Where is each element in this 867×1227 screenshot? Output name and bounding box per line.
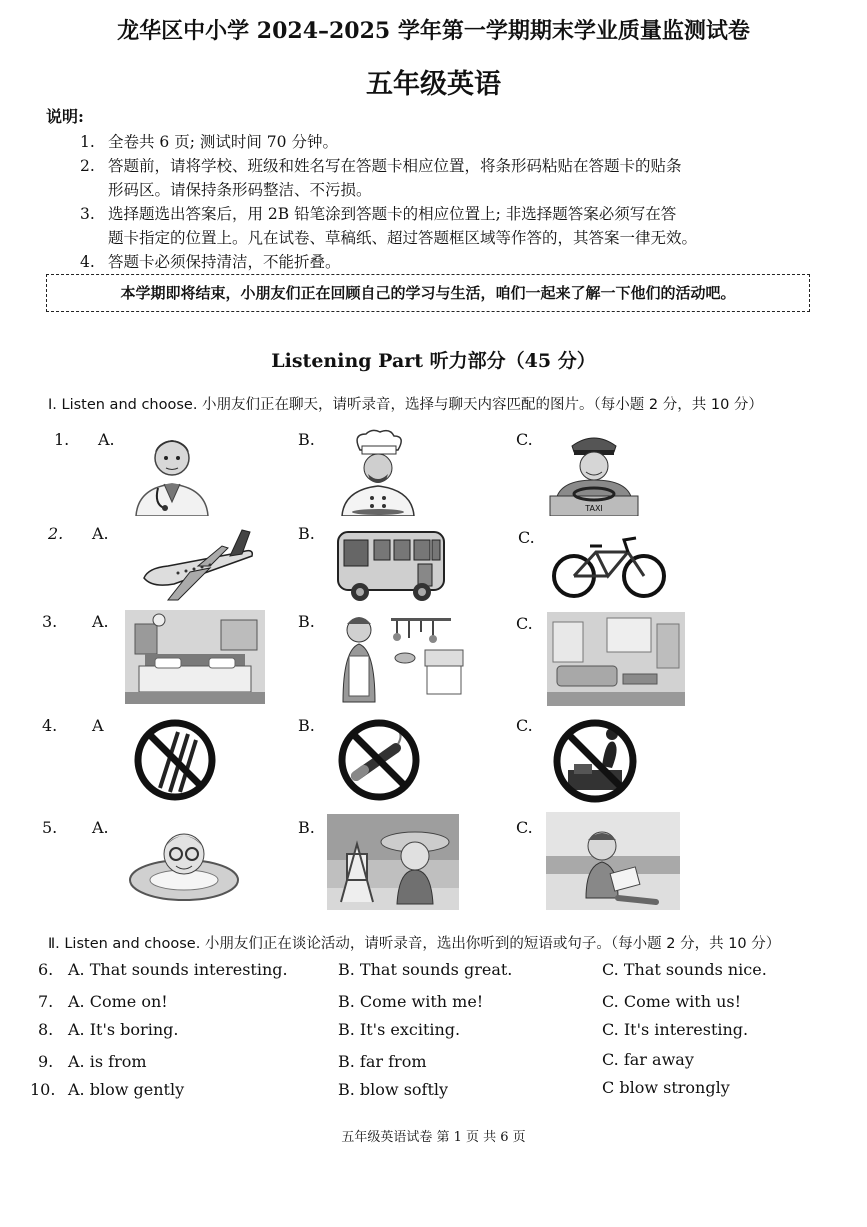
choice-c: C. It's interesting. [602,1020,749,1039]
note-item-2: 2. 答题前，请将学校、班级和姓名写在答题卡相应位置，将条形码粘贴在答题卡的贴条 [80,157,682,175]
chef-picture [338,428,418,516]
choice-a: A. That sounds interesting. [68,960,288,979]
choice-b: B. Come with me! [338,992,484,1011]
bus-picture [334,526,448,602]
option-label: B. [298,524,315,543]
choice-c: C. far away [602,1050,694,1069]
question-number: 10. [30,1080,56,1099]
exam-title: 龙华区中小学 2024–2025 学年第一学期期末学业质量监测试卷 [117,18,750,44]
section2-instruction: Ⅱ. Listen and choose. 小朋友们正在谈论活动，请听录音，选出你听到的短语或句子。（每小题 2 分，共 10 分） [48,936,781,952]
choice-c: C. That sounds nice. [602,960,767,979]
question-number: 8. [38,1020,54,1039]
question-number: 2. [48,524,64,543]
listening-part-title: Listening Part 听力部分（45 分） [271,350,596,372]
choice-c: C blow strongly [602,1078,730,1097]
intro-box: 本学期即将结束，小朋友们正在回顾自己的学习与生活，咱们一起来了解一下他们的活动吧。 [46,274,810,312]
option-label: C. [516,614,533,633]
boy-painting-picture [327,814,459,910]
note-item-1: 1. 全卷共 6 页; 测试时间 70 分钟。 [80,133,338,151]
doctor-picture [128,428,216,516]
option-label: B. [298,716,315,735]
option-label: B. [298,612,315,631]
choice-a: A. It's boring. [68,1020,179,1039]
choice-b: B. far from [338,1052,427,1071]
option-label: B. [298,430,315,449]
question-number: 5. [42,818,58,837]
note-item-2-cont: 形码区。请保持条形码整洁、不污损。 [108,181,372,199]
question-number: 7. [38,992,54,1011]
option-label: C. [516,430,533,449]
option-label: A. [92,524,109,543]
note-item-4: 4. 答题卡必须保持清洁，不能折叠。 [80,253,341,271]
taxi-driver-picture [548,428,640,516]
option-label: C. [516,818,533,837]
choice-a: A. blow gently [68,1080,185,1099]
exam-subtitle: 五年级英语 [366,69,501,100]
option-label: A [92,716,104,735]
question-number: 1. [54,430,70,449]
bike-picture [550,534,668,600]
taxi-sign-text: TAXI [585,504,603,513]
question-number: 9. [38,1052,54,1071]
page-footer: 五年级英语试卷 第 1 页 共 6 页 [341,1130,526,1145]
no-climbing-sign [550,718,640,804]
living-room-picture [547,612,685,706]
choice-b: B. blow softly [338,1080,449,1099]
plane-picture [138,526,258,604]
boy-reading-picture [546,812,680,910]
section1-instruction: Ⅰ. Listen and choose. 小朋友们正在聊天，请听录音，选择与聊天内容匹配的图片。（每小题 2 分，共 10 分） [48,397,763,413]
no-smoking-sign [334,718,424,802]
question-number: 6. [38,960,54,979]
notes-heading: 说明: [46,107,84,126]
option-label: C. [516,716,533,735]
option-label: A. [92,818,109,837]
choice-a: A. Come on! [68,992,168,1011]
kitchen-picture [335,610,467,706]
choice-a: A. is from [68,1052,147,1071]
option-label: B. [298,818,315,837]
boy-swimming-picture [126,818,242,904]
no-chopsticks-sign [132,718,218,802]
choice-c: C. Come with us! [602,992,742,1011]
option-label: A. [92,612,109,631]
note-item-3-cont: 题卡指定的位置上。凡在试卷、草稿纸、超过答题框区域等作答的，其答案一律无效。 [108,229,698,247]
bedroom-picture [125,610,265,704]
question-number: 3. [42,612,58,631]
question-number: 4. [42,716,58,735]
choice-b: B. That sounds great. [338,960,513,979]
note-item-3: 3. 选择题选出答案后，用 2B 铅笔涂到答题卡的相应位置上; 非选择题答案必须写在答 [80,205,677,223]
choice-b: B. It's exciting. [338,1020,461,1039]
option-label: C. [518,528,535,547]
option-label: A. [98,430,115,449]
